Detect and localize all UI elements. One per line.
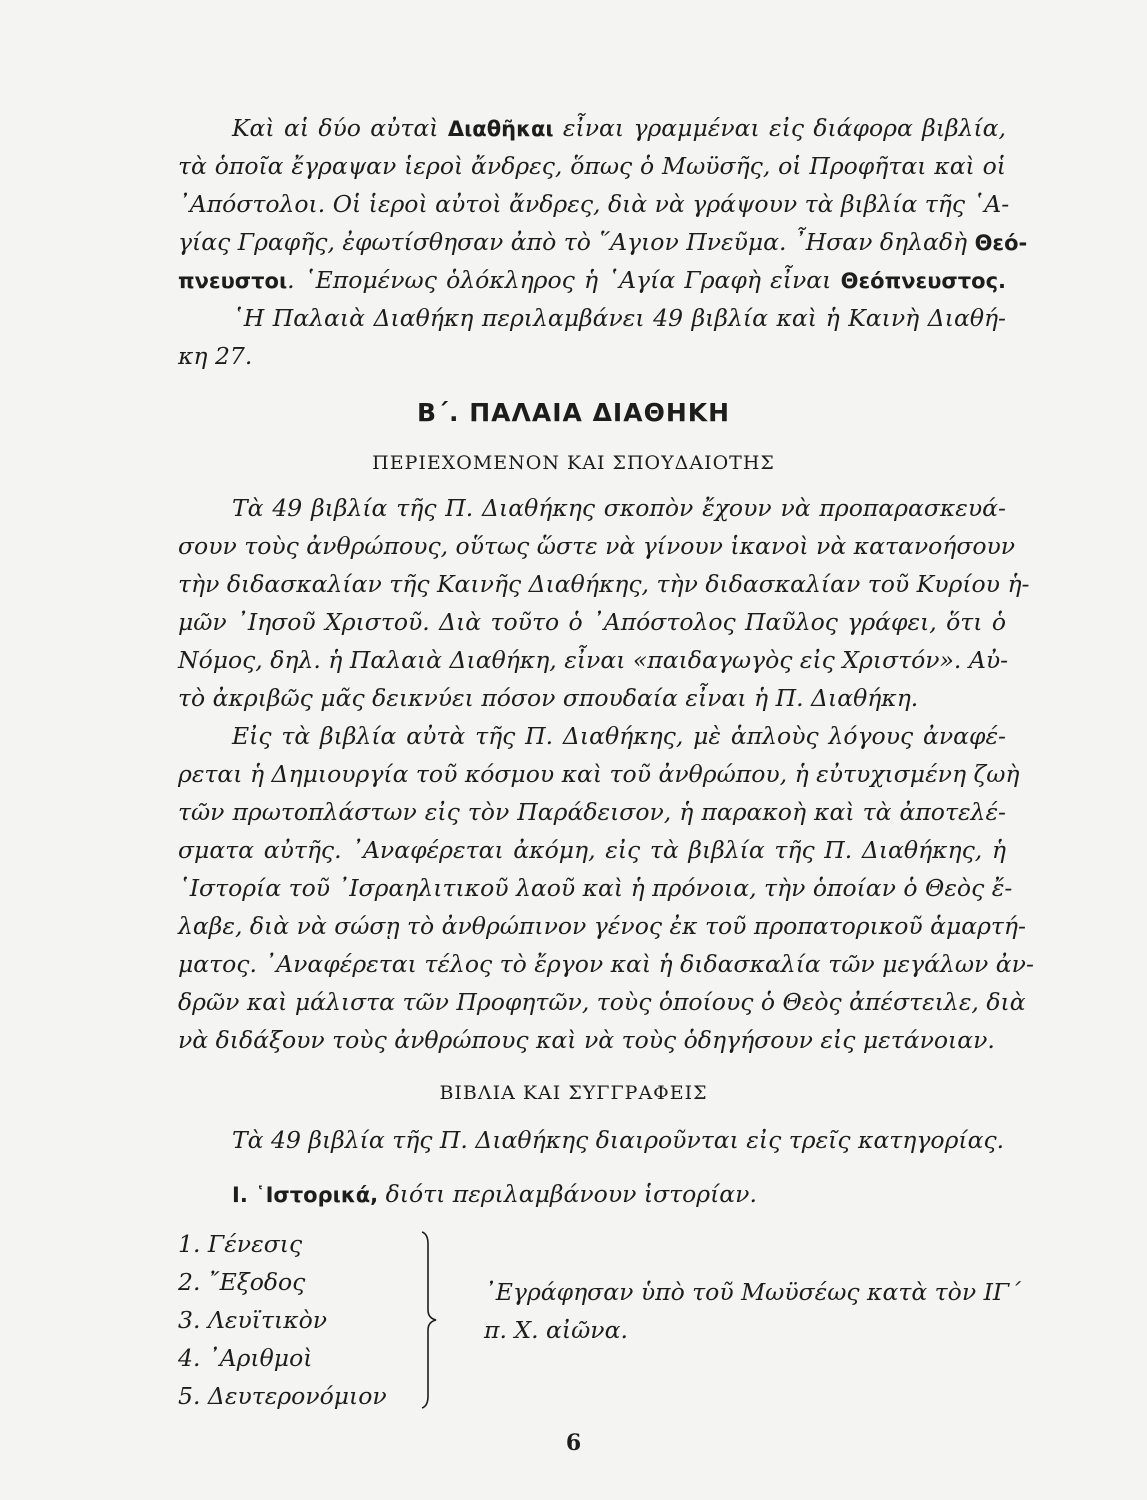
content-line-7: Εἰς τὰ βιβλία αὐτὰ τῆς Π. Διαθήκης, μὲ ἁπλοὺς λόγους ἀναφέ-	[232, 722, 1006, 750]
right-brace-icon	[418, 1230, 440, 1410]
book-item-genesis: 1. Γένεσις	[178, 1230, 303, 1258]
content-line-15: νὰ διδάξουν τοὺς ἀνθρώπους καὶ νὰ τοὺς ὁδηγήσουν εἰς μετάνοιαν.	[178, 1026, 995, 1054]
intro-line-2: τὰ ὁποῖα ἔγραψαν ἱεροὶ ἄνδρες, ὅπως ὁ Μωϋσῆς, οἱ Προφῆται καὶ οἱ	[178, 152, 1006, 180]
book-item-deuteronomy: 5. Δευτερονόμιον	[178, 1382, 387, 1410]
content-line-4: μῶν ᾿Ιησοῦ Χριστοῦ. Διὰ τοῦτο ὁ ᾿Απόστολος Παῦλος γράφει, ὅτι ὁ	[178, 608, 1006, 636]
intro-line-7: κη 27.	[178, 342, 253, 370]
content-line-5: Νόμος, δηλ. ἡ Παλαιὰ Διαθήκη, εἶναι «παιδαγωγὸς εἰς Χριστόν». Αὐ-	[178, 646, 1009, 674]
content-line-6: τὸ ἀκριβῶς μᾶς δεικνύει πόσον σπουδαία εἶναι ἡ Π. Διαθήκη.	[178, 684, 919, 712]
content-line-12: λαβε, διὰ νὰ σώσῃ τὸ ἀνθρώπινον γένος ἐκ τοῦ προπατορικοῦ ἁμαρτή-	[178, 912, 1026, 940]
intro-line-6: ῾Η Παλαιὰ Διαθήκη περιλαμβάνει 49 βιβλία καὶ ἡ Καινὴ Διαθή-	[232, 304, 1006, 332]
category-historical: Ι. ῾Ιστορικά, διότι περιλαμβάνουν ἱστορίαν.	[232, 1180, 757, 1208]
books-note-line-1: ᾿Εγράφησαν ὑπὸ τοῦ Μωϋσέως κατὰ τὸν ΙΓ΄	[484, 1278, 1021, 1306]
content-line-1: Τὰ 49 βιβλία τῆς Π. Διαθήκης σκοπὸν ἔχουν νὰ προπαρασκευά-	[232, 494, 1006, 522]
subsection-title-content: ΠΕΡΙΕΧΟΜΕΝΟΝ ΚΑΙ ΣΠΟΥΔΑΙΟΤΗΣ	[372, 452, 775, 474]
subsection-title-books: ΒΙΒΛΙΑ ΚΑΙ ΣΥΓΓΡΑΦΕΙΣ	[439, 1082, 708, 1104]
books-note-line-2: π. Χ. αἰῶνα.	[484, 1316, 628, 1344]
content-line-14: δρῶν καὶ μάλιστα τῶν Προφητῶν, τοὺς ὁποίους ὁ Θεὸς ἀπέστειλε, διὰ	[178, 988, 1026, 1016]
book-item-exodus: 2. ῎Εξοδος	[178, 1268, 306, 1296]
intro-line-1: Καὶ αἱ δύο αὐταὶ Διαθῆκαι εἶναι γραμμέναι εἰς διάφορα βιβλία,	[232, 114, 1006, 142]
intro-line-5: πνευστοι. ῾Επομένως ὁλόκληρος ἡ ῾Αγία Γραφὴ εἶναι Θεόπνευστος.	[178, 266, 1006, 294]
content-line-11: ῾Ιστορία τοῦ ᾿Ισραηλιτικοῦ λαοῦ καὶ ἡ πρόνοια, τὴν ὁποίαν ὁ Θεὸς ἔ-	[178, 874, 1013, 902]
book-item-numbers: 4. ᾿Αριθμοὶ	[178, 1344, 313, 1372]
section-title: Β΄. ΠΑΛΑΙΑ ΔΙΑΘΗΚΗ	[416, 398, 731, 427]
content-line-9: τῶν πρωτοπλάστων εἰς τὸν Παράδεισον, ἡ παρακοὴ καὶ τὰ ἀποτελέ-	[178, 798, 1006, 826]
content-line-13: ματος. ᾿Αναφέρεται τέλος τὸ ἔργον καὶ ἡ διδασκαλία τῶν μεγάλων ἀν-	[178, 950, 1034, 978]
page-number: 6	[565, 1430, 582, 1456]
content-line-3: τὴν διδασκαλίαν τῆς Καινῆς Διαθήκης, τὴν διδασκαλίαν τοῦ Κυρίου ἡ-	[178, 570, 1030, 598]
content-line-10: σματα αὐτῆς. ᾿Αναφέρεται ἀκόμη, εἰς τὰ βιβλία τῆς Π. Διαθήκης, ἡ	[178, 836, 1006, 864]
intro-line-4: γίας Γραφῆς, ἐφωτίσθησαν ἀπὸ τὸ ῞Αγιον Πνεῦμα. ῏Ησαν δηλαδὴ Θεό-	[178, 228, 1028, 256]
term-diathikai: Διαθῆκαι	[447, 117, 554, 141]
intro-line-3: ᾿Απόστολοι. Οἱ ἱεροὶ αὐτοὶ ἄνδρες, διὰ νὰ γράψουν τὰ βιβλία τῆς ῾Α-	[178, 190, 1010, 218]
book-item-leviticus: 3. Λευϊτικὸν	[178, 1306, 328, 1334]
category-label: Ι. ῾Ιστορικά,	[232, 1183, 379, 1207]
content-line-8: ρεται ἡ Δημιουργία τοῦ κόσμου καὶ τοῦ ἀνθρώπου, ἡ εὐτυχισμένη ζωὴ	[178, 760, 1020, 788]
books-intro: Τὰ 49 βιβλία τῆς Π. Διαθήκης διαιροῦνται εἰς τρεῖς κατηγορίας.	[232, 1126, 1005, 1154]
content-line-2: σουν τοὺς ἀνθρώπους, οὕτως ὥστε νὰ γίνουν ἱκανοὶ νὰ κατανοήσουν	[178, 532, 1016, 560]
